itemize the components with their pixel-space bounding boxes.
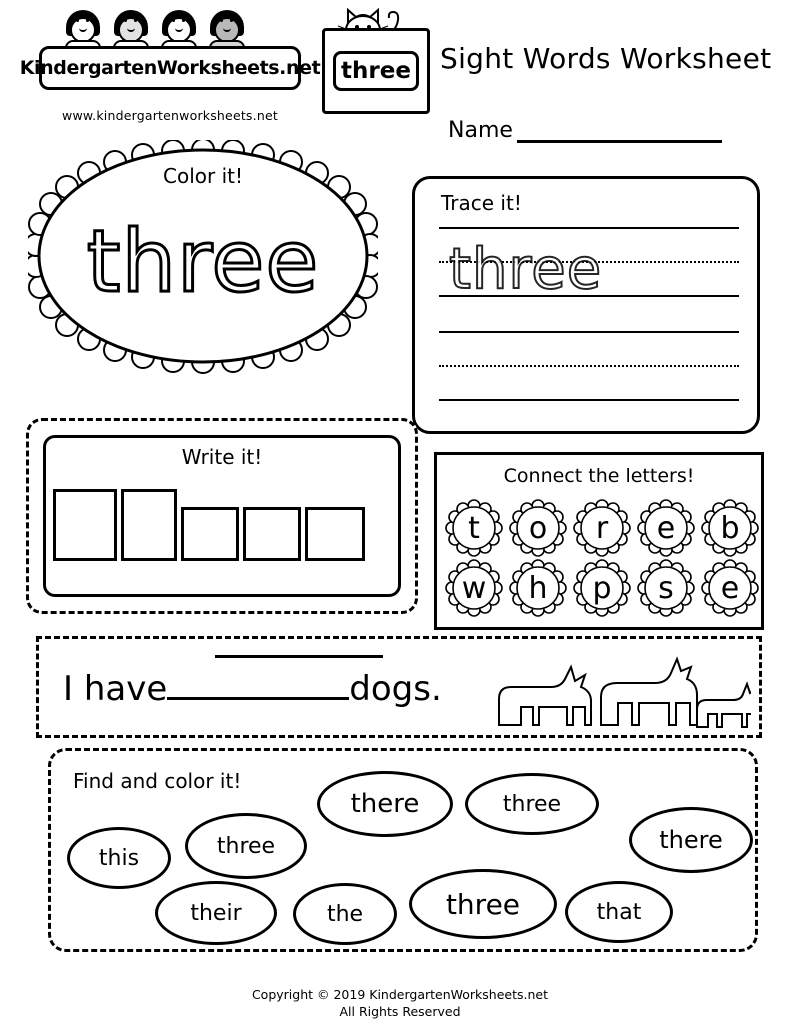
- write-box[interactable]: [181, 507, 239, 561]
- letter-row: [445, 499, 759, 557]
- word-oval-text: three: [502, 791, 562, 817]
- word-oval[interactable]: [185, 813, 307, 879]
- sentence-after: dogs.: [349, 669, 442, 709]
- word-oval[interactable]: [317, 771, 453, 837]
- letter-text: e: [656, 510, 676, 546]
- site-logo[interactable]: [19, 8, 321, 123]
- word-oval[interactable]: [293, 883, 397, 945]
- word-oval-text: their: [190, 900, 242, 926]
- name-input-line[interactable]: [517, 123, 722, 143]
- page-title: Sight Words Worksheet: [440, 42, 772, 75]
- letter-grid: [445, 499, 759, 619]
- dogs-illustration: [481, 647, 751, 739]
- word-oval-text: the: [326, 901, 364, 927]
- write-it-boxes: [53, 489, 365, 561]
- sentence-blank[interactable]: [167, 674, 349, 700]
- sight-word-text: three: [333, 51, 419, 91]
- letter-text: p: [592, 570, 612, 606]
- trace-it-section: [412, 176, 760, 434]
- logo-card: [19, 8, 321, 104]
- letter-text: e: [720, 570, 740, 606]
- find-and-color-section: [48, 748, 758, 952]
- word-oval[interactable]: [465, 773, 599, 835]
- letter-flower[interactable]: [573, 499, 631, 557]
- letter-text: t: [468, 510, 480, 546]
- write-it-section: [26, 418, 418, 614]
- color-it-section: [28, 140, 378, 392]
- logo-url: www.kindergartenworksheets.net: [62, 108, 278, 123]
- sight-word-card: [322, 28, 430, 114]
- write-box[interactable]: [243, 507, 301, 561]
- word-oval[interactable]: [155, 881, 277, 945]
- sentence-text: [63, 669, 442, 709]
- word-oval[interactable]: [629, 807, 753, 873]
- letter-text: h: [528, 570, 548, 606]
- write-it-label: Write it!: [181, 445, 263, 469]
- name-label: Name: [448, 118, 513, 143]
- word-oval[interactable]: [409, 869, 557, 939]
- color-it-label: Color it!: [163, 164, 243, 188]
- sentence-before: I have: [63, 669, 168, 709]
- letter-text: r: [595, 510, 609, 546]
- word-oval-text: there: [350, 789, 420, 819]
- letter-text: s: [658, 570, 674, 606]
- word-oval-text: that: [596, 899, 642, 925]
- word-oval-text: three: [216, 833, 276, 859]
- write-box[interactable]: [305, 507, 365, 561]
- sentence-top-line: [215, 655, 383, 658]
- find-and-color-label: Find and color it!: [73, 769, 242, 793]
- letter-flower[interactable]: [509, 499, 567, 557]
- letter-text: w: [461, 570, 487, 606]
- letter-flower[interactable]: [701, 559, 759, 617]
- word-oval-text: there: [659, 826, 723, 854]
- logo-text: KindergartenWorksheets.net: [19, 57, 321, 79]
- letter-text: o: [528, 510, 548, 546]
- letter-flower[interactable]: [637, 499, 695, 557]
- rights-line: All Rights Reserved: [339, 1004, 461, 1020]
- letter-flower[interactable]: [637, 559, 695, 617]
- write-box[interactable]: [53, 489, 117, 561]
- logo-plate: [19, 46, 321, 90]
- letter-row: [445, 559, 759, 617]
- copyright-line: Copyright © 2019 KindergartenWorksheets.net: [251, 987, 549, 1003]
- connect-letters-label: Connect the letters!: [503, 465, 695, 487]
- name-field-row[interactable]: [448, 118, 722, 143]
- letter-text: b: [720, 510, 740, 546]
- letter-flower[interactable]: [509, 559, 567, 617]
- letter-flower[interactable]: [445, 499, 503, 557]
- trace-it-label: Trace it!: [441, 191, 522, 215]
- word-oval-text: three: [445, 887, 521, 921]
- word-oval[interactable]: [67, 827, 171, 889]
- color-it-word[interactable]: three: [86, 212, 320, 312]
- write-box[interactable]: [121, 489, 177, 561]
- word-oval[interactable]: [565, 881, 673, 943]
- trace-it-word[interactable]: three: [449, 237, 603, 302]
- letter-flower[interactable]: [445, 559, 503, 617]
- footer: [0, 987, 800, 1021]
- word-oval-text: this: [98, 845, 140, 871]
- letter-flower[interactable]: [701, 499, 759, 557]
- sentence-section: [36, 636, 762, 738]
- letter-flower[interactable]: [573, 559, 631, 617]
- connect-letters-section: [434, 452, 764, 630]
